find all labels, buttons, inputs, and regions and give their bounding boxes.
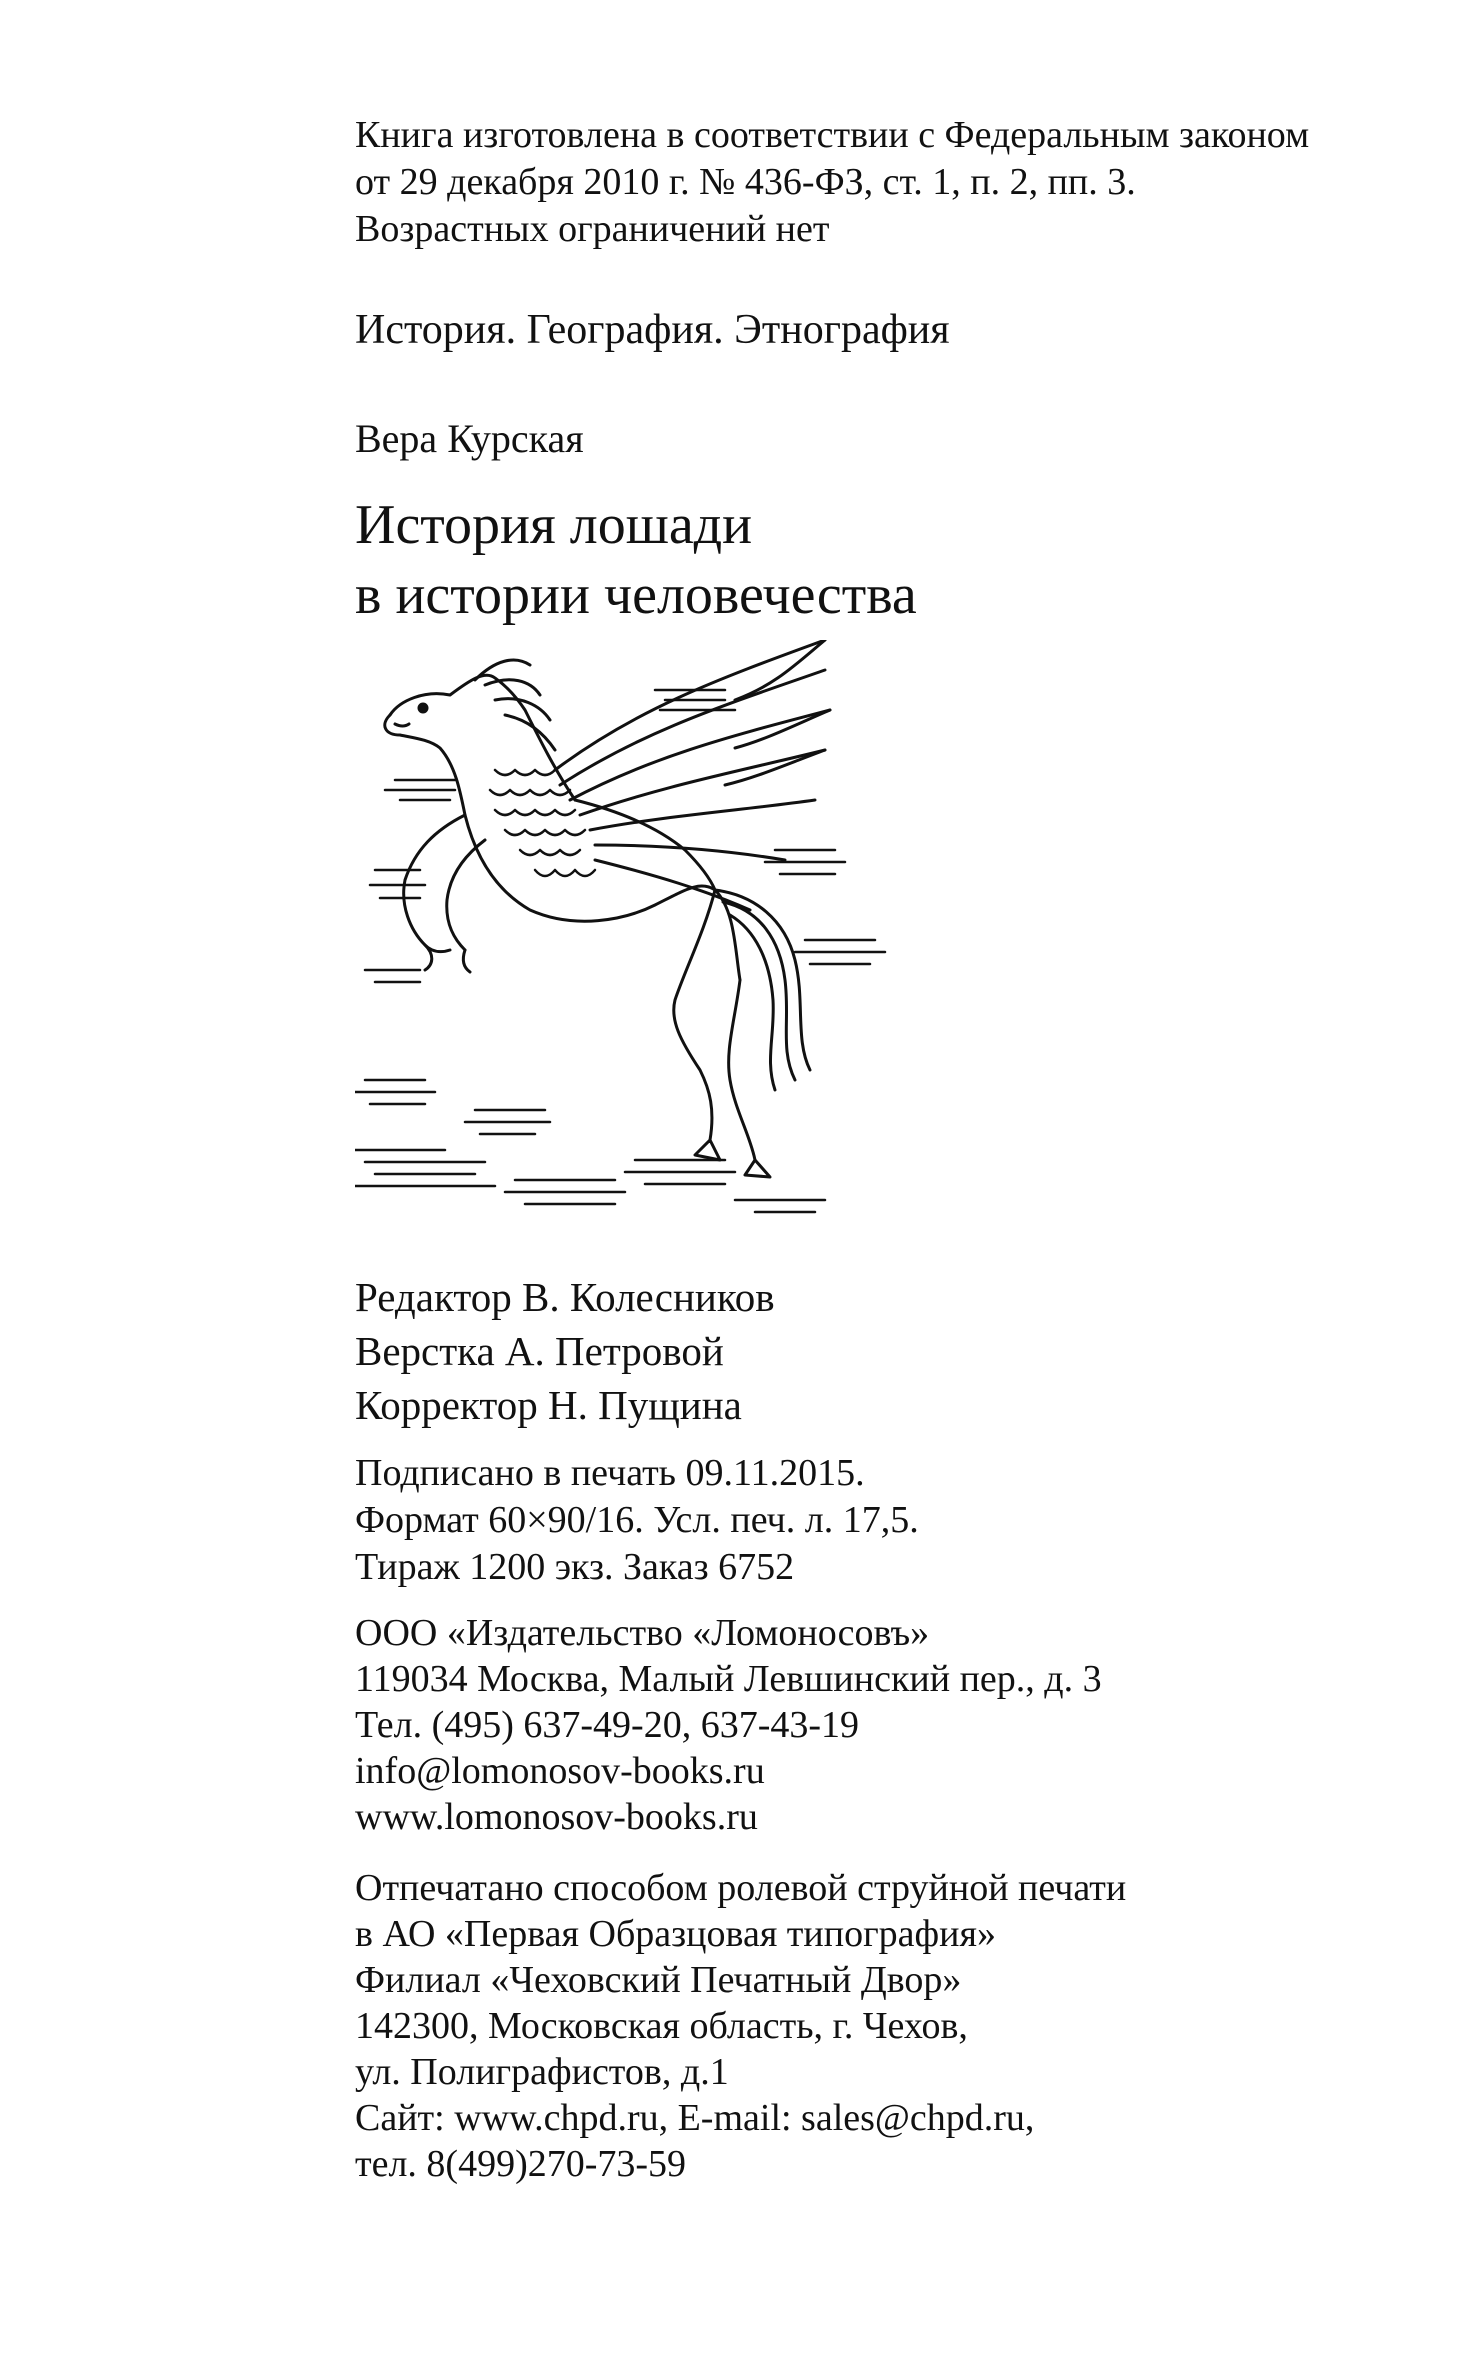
printer-line: ул. Полиграфистов, д.1 (355, 2051, 729, 2093)
legal-notice-line: Возрастных ограничений нет (355, 208, 830, 250)
printer-line: в АО «Первая Образцовая типография» (355, 1913, 996, 1955)
publisher-line: ООО «Издательство «Ломоносовъ» (355, 1612, 930, 1654)
author (355, 415, 584, 463)
publisher-website: www.lomonosov-books.ru (355, 1796, 758, 1838)
book-title (355, 490, 917, 630)
print-info-line: Формат 60×90/16. Усл. печ. л. 17,5. (355, 1499, 919, 1541)
legal-notice (355, 112, 1309, 253)
printer-info (355, 1865, 1126, 2187)
printer-line: тел. 8(499)270-73-59 (355, 2143, 687, 2185)
legal-notice-line: Книга изготовлена в соответствии с Федеральным законом (355, 114, 1310, 156)
title-line: История лошади (355, 494, 753, 556)
credit-line: Корректор Н. Пущина (355, 1382, 742, 1428)
title-line: в истории человечества (355, 564, 917, 626)
publisher-info (355, 1610, 1102, 1840)
credit-line: Редактор В. Колесников (355, 1274, 775, 1320)
printer-line: Филиал «Чеховский Печатный Двор» (355, 1959, 962, 2001)
publisher-line: 119034 Москва, Малый Левшинский пер., д. 3 (355, 1658, 1102, 1700)
legal-notice-line: от 29 декабря 2010 г. № 436-ФЗ, ст. 1, п. 2, пп. 3. (355, 161, 1136, 203)
credit-line: Верстка А. Петровой (355, 1328, 724, 1374)
printer-line: Отпечатано способом ролевой струйной печати (355, 1867, 1127, 1909)
credits (355, 1270, 775, 1432)
print-info-line: Тираж 1200 экз. Заказ 6752 (355, 1546, 795, 1588)
author-name: Вера Курская (355, 416, 584, 461)
print-info-line: Подписано в печать 09.11.2015. (355, 1452, 865, 1494)
printer-line: Сайт: www.chpd.ru, E-mail: sales@chpd.ru, (355, 2097, 1035, 2139)
printer-line: 142300, Московская область, г. Чехов, (355, 2005, 968, 2047)
publisher-email: info@lomonosov-books.ru (355, 1750, 765, 1792)
publisher-line: Тел. (495) 637-49-20, 637-43-19 (355, 1704, 860, 1746)
category (355, 305, 950, 355)
pegasus-icon (355, 640, 935, 1245)
print-info (355, 1450, 919, 1591)
category-label: История. География. Этнография (355, 307, 950, 353)
